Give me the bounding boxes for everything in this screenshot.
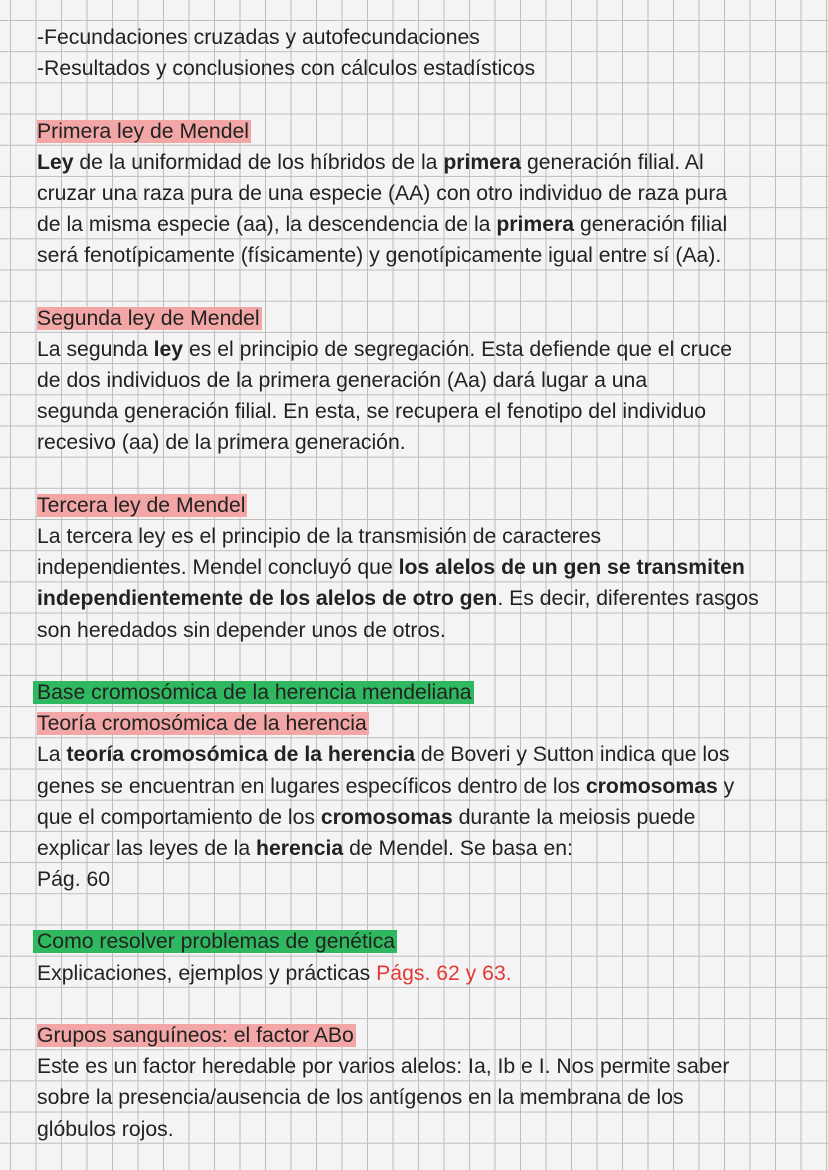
heading-highlight: Grupos sanguíneos: el factor ABo <box>37 1024 354 1047</box>
section-problemas-heading <box>37 926 817 957</box>
paragraph-line: La segunda ley es el principio de segregación. Esta defiende que el cruce <box>37 337 732 361</box>
paragraph-line: independientemente de los alelos de otro gen. Es decir, diferentes rasgos <box>37 587 759 611</box>
section-base-cromosomica-heading <box>37 677 817 708</box>
section-grupos-heading <box>37 1020 817 1051</box>
heading-highlight: Tercera ley de Mendel <box>37 493 246 517</box>
page-reference: Pág. 60 <box>37 868 111 892</box>
paragraph-line: La teoría cromosómica de la herencia de Boveri y Sutton indica que los <box>37 743 730 767</box>
section-teoria-subheading <box>37 708 817 739</box>
section-segunda-ley-heading <box>37 303 817 334</box>
paragraph-line: Este es un factor heredable por varios alelos: Ia, Ib e I. Nos permite saber <box>37 1055 730 1079</box>
paragraph-line: independientes. Mendel concluyó que los alelos de un gen se transmiten <box>37 556 745 580</box>
paragraph-line: cruzar una raza pura de una especie (AA) con otro individuo de raza pura <box>37 181 728 205</box>
paragraph-line: recesivo (aa) de la primera generación. <box>37 431 406 455</box>
heading-highlight: Primera ley de Mendel <box>37 119 249 143</box>
paragraph-line: de dos individuos de la primera generación (Aa) dará lugar a una <box>37 369 648 393</box>
intro-line-1: -Fecundaciones cruzadas y autofecundaciones <box>37 26 480 49</box>
heading-highlight-green: Base cromosómica de la herencia mendeliana <box>33 681 474 704</box>
paragraph-line: glóbulos rojos. <box>37 1117 174 1141</box>
heading-highlight: Teoría cromosómica de la herencia <box>37 712 367 736</box>
paragraph-line: son heredados sin depender unos de otros. <box>37 618 446 642</box>
paragraph-line: sobre la presencia/ausencia de los antígenos en la membrana de los <box>37 1086 684 1110</box>
notes-page <box>37 22 817 1145</box>
paragraph-line: La tercera ley es el principio de la transmisión de caracteres <box>37 525 602 548</box>
section-primera-ley-heading <box>37 116 817 147</box>
paragraph-line: de la misma especie (aa), la descendencia de la primera generación filial <box>37 213 728 237</box>
paragraph-line: será fenotípicamente (físicamente) y genotípicamente igual entre sí (Aa). <box>37 244 722 268</box>
paragraph-line: que el comportamiento de los cromosomas durante la meiosis puede <box>37 805 696 829</box>
paragraph-line: Ley de la uniformidad de los híbridos de la primera generación filial. Al <box>37 150 704 174</box>
intro-line-2: -Resultados y conclusiones con cálculos estadísticos <box>37 57 536 81</box>
heading-highlight-green: Como resolver problemas de genética <box>33 930 397 953</box>
paragraph-line: Explicaciones, ejemplos y prácticas Págs. 62 y 63. <box>37 961 512 985</box>
paragraph-line: segunda generación filial. En esta, se recupera el fenotipo del individuo <box>37 400 707 424</box>
paragraph-line: explicar las leyes de la herencia de Mendel. Se basa en: <box>37 836 573 860</box>
section-tercera-ley-heading <box>37 490 817 521</box>
page-reference-red: Págs. 62 y 63. <box>376 961 512 985</box>
paragraph-line: genes se encuentran en lugares específicos dentro de los cromosomas y <box>37 774 735 798</box>
heading-highlight: Segunda ley de Mendel <box>37 306 260 330</box>
